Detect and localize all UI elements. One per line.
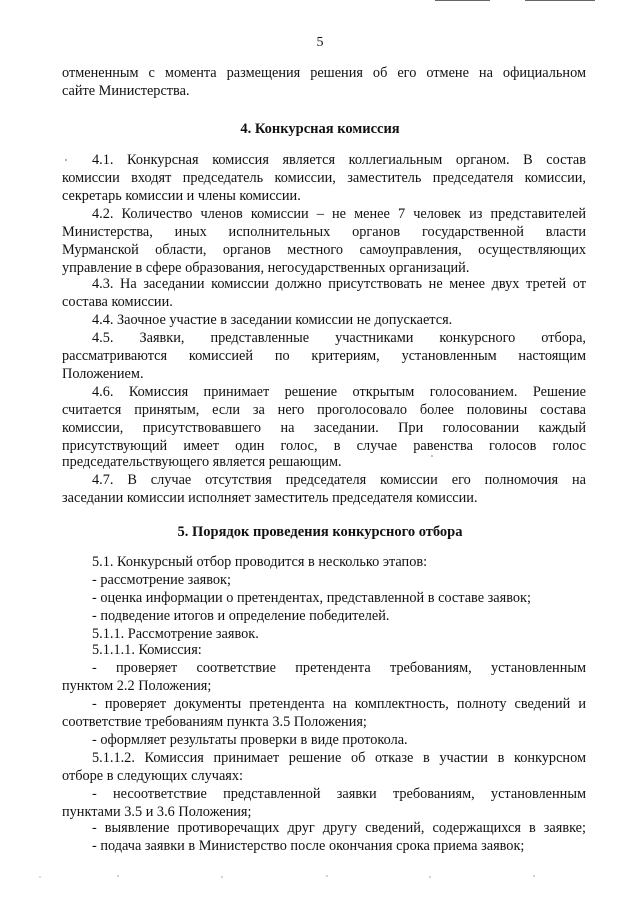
section-heading: 4. Конкурсная комиссия xyxy=(240,121,400,137)
scan-top-marks xyxy=(300,0,640,3)
text-line: - выявление противоречащих друг другу сведений, содержащихся в заявке; xyxy=(92,820,586,836)
text-line: председательствующего является решающим. xyxy=(62,454,342,470)
text-line: заседании комиссии исполняет заместитель председателя комиссии. xyxy=(62,490,478,506)
text-line: 4.7. В случае отсутствия председателя комиссии его полномочия на xyxy=(92,472,586,488)
text-line: 5.1.1.1. Комиссия: xyxy=(92,642,202,658)
text-line: присутствующий имеет один голос, в случае равенства голосов голос xyxy=(62,438,586,454)
text-line: состава комиссии. xyxy=(62,294,173,310)
text-line: рассматриваются комиссией по критериям, установленным настоящим xyxy=(62,348,586,364)
text-line: - несоответствие представленной заявки требованиям, установленным xyxy=(92,786,586,802)
text-line: пунктами 3.5 и 3.6 Положения; xyxy=(62,804,252,820)
text-line: комиссии входят председатель комиссии, заместитель председателя комиссии, xyxy=(62,170,586,186)
text-line: - проверяет документы претендента на комплектность, полноту сведений и xyxy=(92,696,586,712)
text-line: 4.6. Комиссия принимает решение открытым голосованием. Решение xyxy=(92,384,586,400)
text-line: отмененным с момента размещения решения об его отмене на официальном xyxy=(62,65,586,81)
text-line: - проверяет соответствие претендента требованиям, установленным xyxy=(92,660,586,676)
text-line: 5.1.1.2. Комиссия принимает решение об отказе в участии в конкурсном xyxy=(92,750,586,766)
text-line: управление в сфере образования, негосударственных организаций. xyxy=(62,260,470,276)
text-line: Министерства, иных исполнительных органов государственной власти xyxy=(62,224,586,240)
text-line: Мурманской области, органов местного самоуправления, осуществляющих xyxy=(62,242,586,258)
text-line: Положением. xyxy=(62,366,144,382)
text-line: пунктом 2.2 Положения; xyxy=(62,678,212,694)
text-line: 4.2. Количество членов комиссии – не менее 7 человек из представителей xyxy=(92,206,586,222)
text-line: - оценка информации о претендентах, представленной в составе заявок; xyxy=(92,590,531,606)
section-heading: 5. Порядок проведения конкурсного отбора xyxy=(177,524,463,540)
text-line: - оформляет результаты проверки в виде протокола. xyxy=(92,732,408,748)
page-number: 5 xyxy=(316,35,324,50)
text-line: - рассмотрение заявок; xyxy=(92,572,231,588)
text-line: 5.1. Конкурсный отбор проводится в несколько этапов: xyxy=(92,554,428,570)
text-line: 5.1.1. Рассмотрение заявок. xyxy=(92,626,259,642)
text-line: 4.1. Конкурсная комиссия является коллегиальным органом. В состав xyxy=(92,152,586,168)
text-line: - подведение итогов и определение победителей. xyxy=(92,608,390,624)
text-line: секретарь комиссии и члены комиссии. xyxy=(62,188,301,204)
text-line: считается принятым, если за него проголосовало более половины состава xyxy=(62,402,586,418)
text-line: отборе в следующих случаях: xyxy=(62,768,244,784)
text-line: соответствие требованиям пункта 3.5 Положения; xyxy=(62,714,367,730)
text-line: - подача заявки в Министерство после окончания срока приема заявок; xyxy=(92,838,525,854)
text-line: 4.4. Заочное участие в заседании комиссии не допускается. xyxy=(92,312,453,328)
text-line: комиссии, присутствовавшего на заседании. При голосовании каждый xyxy=(62,420,586,436)
text-line: сайте Министерства. xyxy=(62,83,190,99)
text-line: 4.5. Заявки, представленные участниками конкурсного отбора, xyxy=(92,330,586,346)
text-line: 4.3. На заседании комиссии должно присутствовать не менее двух третей от xyxy=(92,276,586,292)
